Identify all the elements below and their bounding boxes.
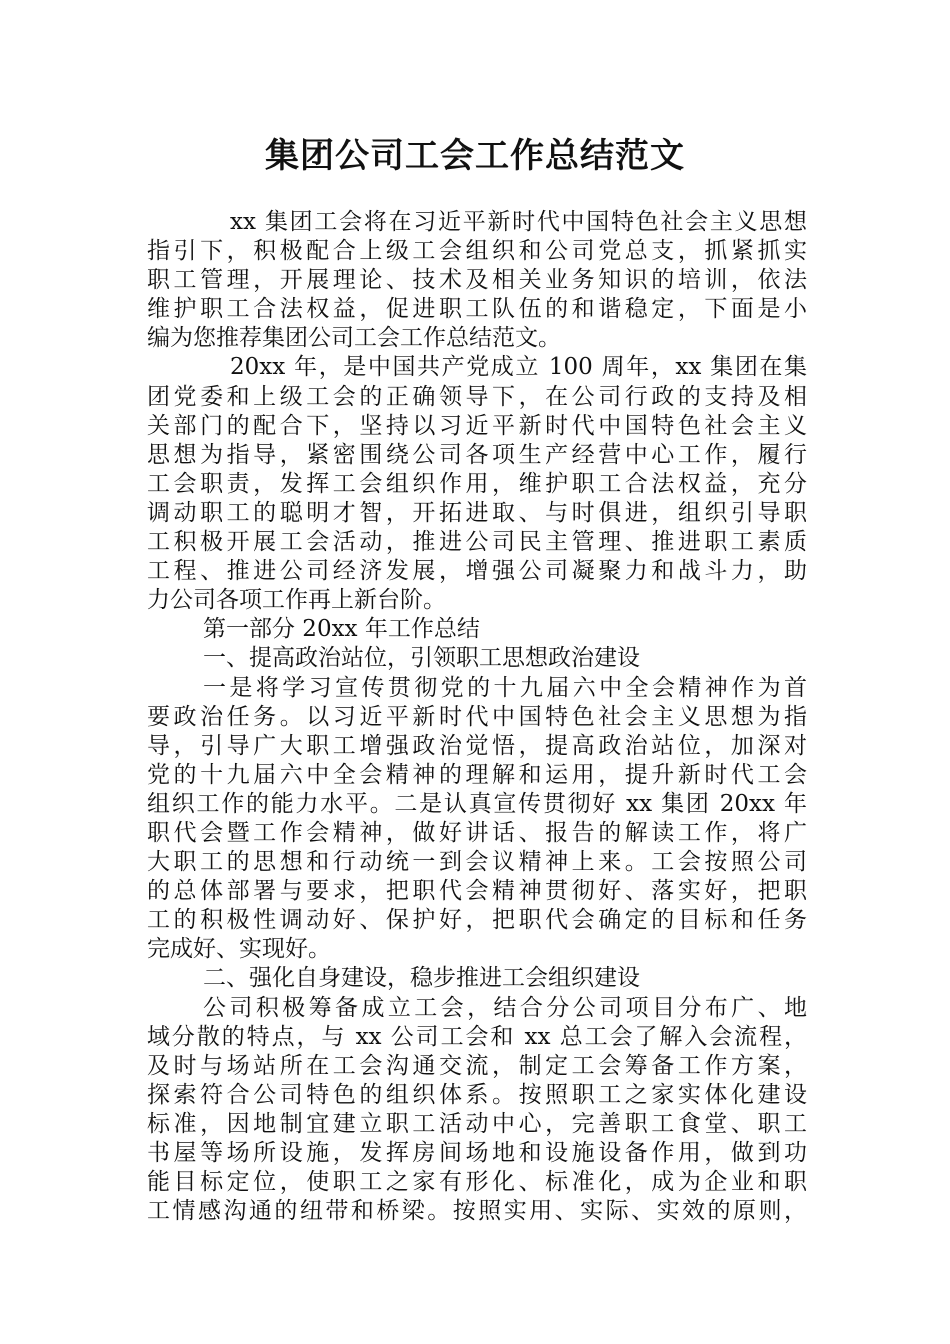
text-line: 关部门的配合下，坚持以习近平新时代中国特色社会主义 [147,412,807,439]
text-line: 职工管理，开展理论、技术及相关业务知识的培训，依法 [147,267,807,294]
document-title: 集团公司工会工作总结范文 [265,136,685,176]
text-line: 调动职工的聪明才智，开拓进取、与时俱进，组织引导职 [147,499,807,526]
text-line: 党的十九届六中全会精神的理解和运用，提升新时代工会 [147,761,807,788]
text-line: 团党委和上级工会的正确领导下，在公司行政的支持及相 [147,383,807,410]
text-line: 书屋等场所设施，发挥房间场地和设施设备作用，做到功 [147,1140,807,1166]
text-line: 要政治任务。以习近平新时代中国特色社会主义思想为指 [147,703,807,730]
text-line: 指引下，积极配合上级工会组织和公司党总支，抓紧抓实 [147,238,807,265]
text-line: 工的积极性调动好、保护好，把职代会确定的目标和任务 [147,907,807,934]
text-line: 工程、推进公司经济发展，增强公司凝聚力和战斗力，助 [147,558,807,585]
text-line: 完成好、实现好。 [147,936,331,963]
text-line: 力公司各项工作再上新台阶。 [147,587,446,614]
text-line: 能目标定位，使职工之家有形化、标准化，成为企业和职 [147,1169,807,1196]
subsection-heading: 一、提高政治站位，引领职工思想政治建设 [203,645,640,672]
text-line: 工会职责，发挥工会组织作用，维护职工合法权益，充分 [147,470,807,497]
subsection-heading: 二、强化自身建设，稳步推进工会组织建设 [203,965,640,992]
text-line: 标准，因地制宜建立职工活动中心，完善职工食堂、职工 [147,1110,807,1137]
text-line: 的总体部署与要求，把职代会精神贯彻好、落实好，把职 [147,878,807,905]
text-line: 工积极开展工会活动，推进公司民主管理、推进职工素质 [147,529,807,556]
text-line: 大职工的思想和行动统一到会议精神上来。工会按照公司 [147,849,807,876]
text-line: xx 集团工会将在习近平新时代中国特色社会主义思想 [230,209,807,235]
text-line: 组织工作的能力水平。二是认真宣传贯彻好 xx 集团 20xx 年 [147,790,807,817]
document-body [147,208,807,1226]
text-line: 域分散的特点，与 xx 公司工会和 xx 总工会了解入会流程， [147,1023,807,1050]
text-line: 及时与场站所在工会沟通交流，制定工会筹备工作方案， [147,1052,807,1079]
text-line: 一是将学习宣传贯彻党的十九届六中全会精神作为首 [203,674,807,701]
text-line: 思想为指导，紧密围绕公司各项生产经营中心工作，履行 [147,441,807,468]
text-line: 职代会暨工作会精神，做好讲话、报告的解读工作，将广 [147,819,807,846]
text-line: 导，引导广大职工增强政治觉悟，提高政治站位，加深对 [147,732,807,759]
section-heading: 第一部分 20xx 年工作总结 [203,616,480,643]
text-line: 维护职工合法权益，促进职工队伍的和谐稳定，下面是小 [147,296,807,323]
text-line: 工情感沟通的纽带和桥梁。按照实用、实际、实效的原则， [147,1198,807,1225]
text-line: 探索符合公司特色的组织体系。按照职工之家实体化建设 [147,1081,807,1108]
text-line: 20xx 年，是中国共产党成立 100 周年，xx 集团在集 [230,354,807,381]
text-line: 编为您推荐集团公司工会工作总结范文。 [147,325,561,352]
text-line: 公司积极筹备成立工会，结合分公司项目分布广、地 [203,994,807,1021]
